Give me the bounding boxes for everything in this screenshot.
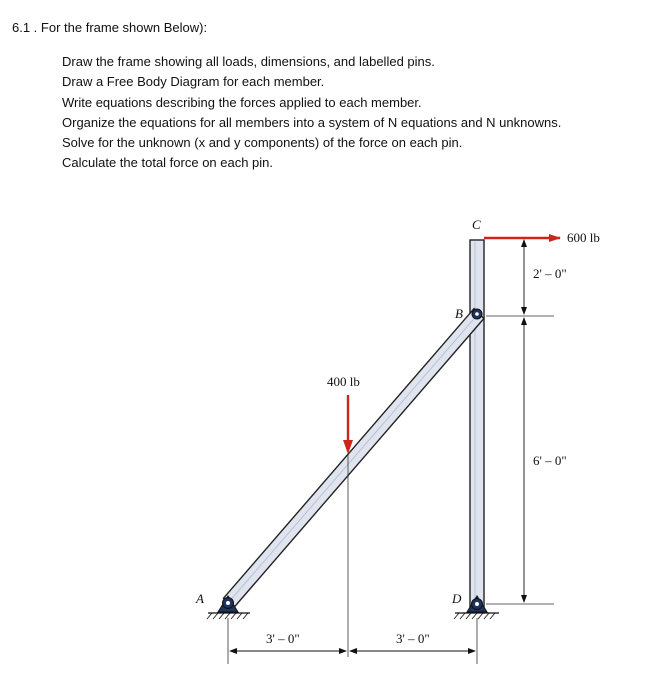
load-label-400: 400 lb	[327, 374, 360, 389]
dim-label-lower: 6' – 0"	[533, 453, 567, 468]
member-cd	[470, 240, 484, 607]
task-item: Draw the frame showing all loads, dimensions, and labelled pins.	[62, 54, 435, 69]
pin-label-a: A	[196, 591, 204, 606]
pin-label-d: D	[452, 591, 462, 606]
dim-label-base-left: 3' – 0"	[266, 631, 300, 646]
pin-label-c: C	[472, 217, 481, 232]
pin-label-b: B	[455, 306, 463, 321]
task-item: Calculate the total force on each pin.	[62, 155, 274, 171]
dim-label-base-right: 3' – 0"	[396, 631, 430, 646]
task-item: Write equations describing the forces applied to each member.	[62, 94, 422, 110]
load-label-600: 600 lb	[567, 230, 600, 245]
member-ab	[224, 309, 484, 608]
task-item: Solve for the unknown (x and y components) of the force on each pin.	[62, 135, 463, 151]
pin-b	[472, 309, 482, 319]
dim-label-upper: 2' – 0"	[533, 266, 567, 281]
task-item: Organize the equations for all members into a system of N equations and N unknowns.	[62, 114, 562, 130]
vertical-dimension-lines	[486, 240, 554, 604]
pin-support-a	[207, 596, 250, 619]
task-item: Draw a Free Body Diagram for each member.	[62, 74, 325, 90]
problem-title: 6.1 . For the frame shown Below):	[12, 20, 208, 35]
